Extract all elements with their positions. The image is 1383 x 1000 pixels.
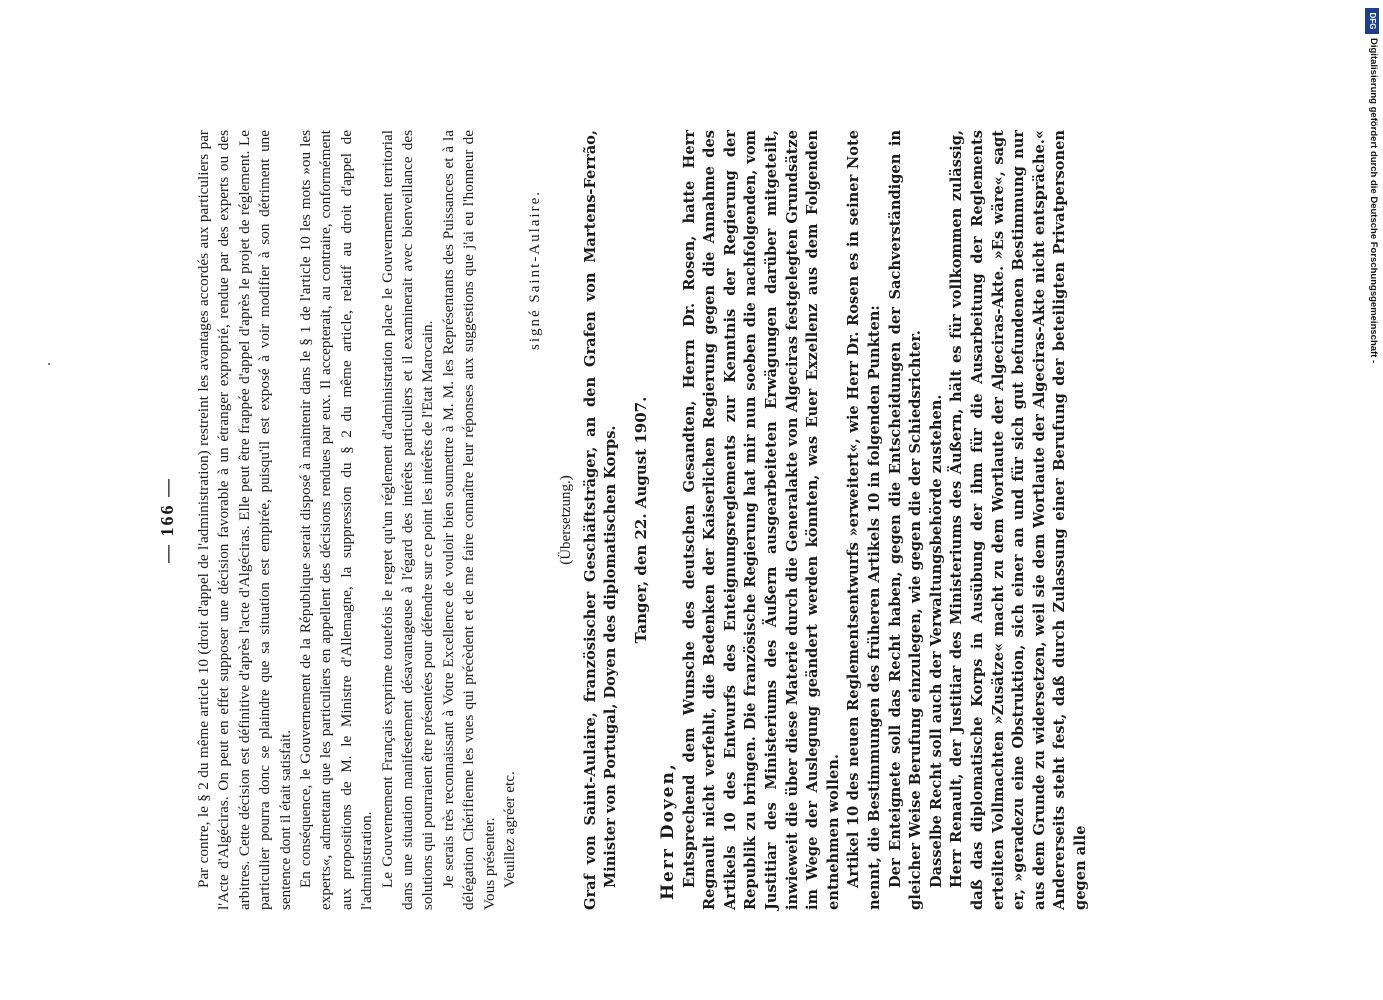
- page-number: — 166 —: [157, 477, 177, 563]
- german-paragraph-5: Herr Renault, der Justitiar des Ministeriums des Äußern, hält es für vollkommen zulässig, daß das diplomatische Korps in Ausübung der ihm für die Ausarbeitung der Reglements erteilten Vollmachten »Zusätze« macht zu dem Wortlaute der Algeciras-Akte. »Es wäre«, sagt er, »geradezu eine Obstruktion, sich einer an und für sich gut befundenen Bestimmung nur aus dem Grunde zu widersetzen, weil sie dem Wortlaute der Algeciras-Akte nicht entspräche.« Andererseits steht fest, daß durch Zulassung einer Berufung der beteiligten Privatpersonen gegen alle: [948, 130, 1089, 910]
- dateline: Tanger, den 22. August 1907.: [631, 396, 650, 644]
- translation-heading: (Übersetzung.): [557, 475, 574, 565]
- digitization-credit: [1365, 38, 1379, 418]
- digitization-credit-text: Digitalisierung gefördert durch die Deutsche Forschungsgemeinschaft -: [1368, 38, 1379, 364]
- french-paragraph-4: Je serais très reconnaissant à Votre Excellence de vouloir bien soumettre à M. M. les Représentants des Puissances et à la délégation Chérifienne les vues qui précèdent et de me faire connaître leur réponses aux suggestions que j'ai eu l'honneur de Vous présenter.: [439, 130, 498, 910]
- french-paragraph-2: En conséquence, le Gouvernement de la République serait disposé à maintenir dans le § 1 de l'article 10 les mots »ou les experts«, admettant que les particuliers en appellent des décisions rendues par eux. Il accepterait, au contraire, conformément aux propositions de M. le Ministre d'Allemagne, la suppression du § 2 du même article, relatif au droit d'appel de l'administration.: [297, 130, 376, 910]
- french-paragraph-1: Par contre, le § 2 du même article 10 (droit d'appel de l'administration) restreint les avantages accordés aux particuliers par l'Acte d'Algéciras. On peut en effet supposer une décision favorable à un étranger exproprié, rendue par des experts ou des arbitres. Cette décision est définitive d'après l'acte d'Algéciras. Elle peut être frappée d'appel d'après le projet de réglement. Le particulier pourra donc se plaindre que sa situation est empirée, puisqu'il est exposé à voir modifier à son détriment une sentence dont il était satisfait.: [195, 130, 294, 910]
- french-closing: Veuillez agréer etc.: [501, 771, 519, 888]
- german-paragraph-4: Dasselbe Recht soll auch der Verwaltungsbehörde zustehen.: [927, 394, 945, 888]
- document-page: [150, 130, 1290, 910]
- dfg-logo: [1365, 8, 1379, 34]
- signature-line: signé Saint-Aulaire.: [526, 190, 543, 350]
- german-paragraph-1: Entsprechend dem Wunsche des deutschen Gesandten, Herrn Dr. Rosen, hatte Herr Regnault nicht verfehlt, die Bedenken der Kaiserlichen Regierung gegen die Annahme des Artikels 10 des Entwurfs des Enteignungsreglements zur Kenntnis der Regierung der Republik zu bringen. Die französische Regierung hat mir nun soeben die nachfolgenden, vom Justitiar des Ministeriums des Äußern ausgearbeiteten Erwägungen darüber mitgeteilt, inwieweit die über diese Materie durch die Generalakte von Algeciras festgelegten Grundsätze im Wege der Auslegung geändert werden könnten, was Euer Exzellenz aus dem Folgenden entnehmen wollen.: [680, 130, 842, 910]
- scan-speck: [48, 363, 50, 365]
- german-address: Graf von Saint-Aulaire, französischer Geschäftsträger, an den Grafen von Martens-Ferrão, Minister von Portugal, Doyen des diplomatischen Korps.: [581, 130, 620, 910]
- salutation: Herr Doyen,: [657, 762, 678, 900]
- french-letter-body: [194, 130, 521, 910]
- french-paragraph-3: Le Gouvernement Français exprime toutefois le regret qu'un réglement d'administration place le Gouvernement territorial dans une situation manifestement désavantageuse à l'égard des intérêts particuliers et il examinerait avec bienveillance des solutions qui pourraient être présentées pour défendre sur ce point les intérêts de l'Etat Marocain.: [378, 130, 437, 910]
- german-paragraph-3: Der Enteignete soll das Recht haben, gegen die Entscheidungen der Sachverständigen in gleicher Weise Berufung einzulegen, wie gegen die der Schiedsrichter.: [886, 130, 925, 910]
- dfg-logo-text: DFG: [1368, 12, 1377, 30]
- german-paragraph-2: Artikel 10 des neuen Reglementsentwurfs »erweitert«, wie Herr Dr. Rosen es in seiner Note nennt, die Bestimmungen des früheren Artikels 10 in folgenden Punkten:: [845, 130, 884, 910]
